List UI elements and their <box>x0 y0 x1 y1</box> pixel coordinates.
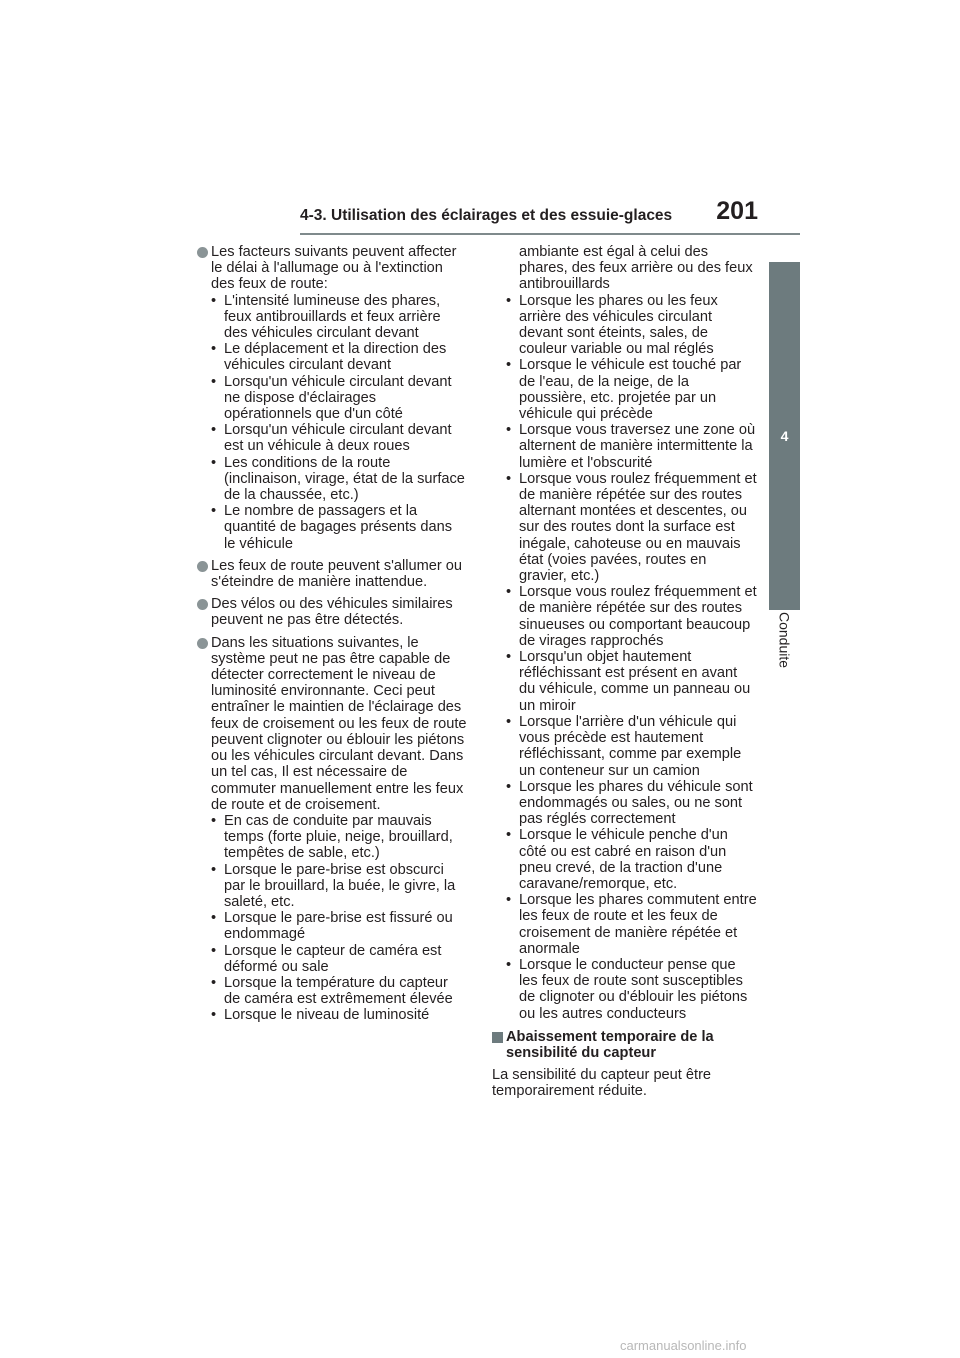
list-item: • Le déplacement et la direction des véhicules circulant devant <box>211 341 447 374</box>
list-item: • Lorsqu'un véhicule circulant devant ne dispose d'éclairages opérationnels que d'un côté <box>211 373 452 423</box>
right-column <box>492 244 757 1100</box>
paragraph-text: Des vélos ou des véhicules similaires peuvent ne pas être détectés. <box>211 596 453 629</box>
list-item: • Lorsque les phares ou les feux arrière des véhicules circulant devant sont éteints, sales, de couleur variable ou mal réglés <box>506 292 718 358</box>
chapter-label-text: Conduite <box>776 612 793 669</box>
page-number: 201 <box>716 197 758 225</box>
bullet-list <box>197 813 467 1024</box>
chapter-number: 4 <box>780 428 789 444</box>
list-item: • Lorsque vous roulez fréquemment et de manière répétée sur des routes alternant montées et descentes, ou sur des routes dont la surface est inégale, cahoteuse ou en mauvais état (voies pavées, routes en gravier, etc.) <box>506 470 757 585</box>
circle-bullet-icon <box>197 561 208 572</box>
circle-bullet-icon <box>197 638 208 649</box>
list-item: • Lorsque le niveau de luminosité <box>211 1007 430 1024</box>
list-item: • Lorsque les phares commutent entre les feux de route et les feux de croisement de manière répétée et anormale <box>506 892 757 957</box>
watermark: carmanualsonline.info <box>620 1338 747 1353</box>
body-text: La sensibilité du capteur peut être temporairement réduite. <box>492 1067 712 1100</box>
list-item: • Lorsque la température du capteur de caméra est extrêmement élevée <box>211 974 453 1008</box>
list-item: • Lorsque le capteur de caméra est déformé ou sale <box>211 942 442 975</box>
list-item: • Lorsque vous roulez fréquemment et de manière répétée sur des routes sinueuses ou comportant beaucoup de virages rapprochés <box>506 584 757 649</box>
subheading <box>492 1029 757 1061</box>
list-item: • Le nombre de passagers et la quantité de bagages présents dans le véhicule <box>211 503 452 552</box>
list-item: • Lorsque le conducteur pense que les feux de route sont susceptibles de clignoter ou d'éblouir les piétons ou les autres conducteurs <box>506 956 748 1022</box>
list-item: • L'intensité lumineuse des phares, feux antibrouillards et feux arrière des véhicules circulant devant <box>211 292 441 342</box>
list-item: • En cas de conduite par mauvais temps (forte pluie, neige, brouillard, tempêtes de sable, etc.) <box>211 812 453 862</box>
paragraph-text: Dans les situations suivantes, le système peut ne pas être capable de détecter correctement le niveau de luminosité environnante. Ceci peut entraîner le maintien de l'éclairage des feux de croisement ou les feux de route peuvent clignoter ou éblouir les piétons ou les véhicules circulant devant. Dans un tel cas, Il est nécessaire de commuter manuellement entre les feux de route et de croisement. <box>211 634 467 813</box>
bullet-list <box>197 293 467 552</box>
list-item: • Lorsqu'un véhicule circulant devant est un véhicule à deux roues <box>211 422 452 455</box>
subheading-text: Abaissement temporaire de la sensibilité du capteur <box>506 1028 714 1061</box>
list-item: • Lorsque vous traversez une zone où alternent de manière intermittente la lumière et l'obscurité <box>506 422 756 471</box>
left-column <box>197 244 467 1024</box>
page-header <box>300 197 800 235</box>
list-item: • Lorsque le pare-brise est fissuré ou endommagé <box>211 910 453 943</box>
paragraph-1 <box>197 244 467 293</box>
bullet-list <box>492 293 757 1022</box>
list-item: • Lorsque les phares du véhicule sont endommagés ou sales, ou ne sont pas réglés correctement <box>506 778 753 828</box>
continued-text: ambiante est égal à celui des phares, des feux arrière ou des feux antibrouillards <box>519 244 753 293</box>
paragraph-3 <box>197 596 467 628</box>
circle-bullet-icon <box>197 247 208 258</box>
list-item: • Lorsqu'un objet hautement réfléchissant est présent en avant du véhicule, comme un panneau ou un miroir <box>506 649 751 714</box>
paragraph-text: Les facteurs suivants peuvent affecter le délai à l'allumage ou à l'extinction des feux de route: <box>211 244 457 293</box>
chapter-tab <box>769 262 800 610</box>
paragraph-4 <box>197 635 467 813</box>
square-bullet-icon <box>492 1032 503 1043</box>
list-item: • Lorsque le pare-brise est obscurci par le brouillard, la buée, le givre, la saleté, etc. <box>211 861 456 910</box>
section-title: 4-3. Utilisation des éclairages et des essuie-glaces <box>300 207 673 224</box>
list-item: • Lorsque l'arrière d'un véhicule qui vous précède est hautement réfléchissant, comme par exemple un conteneur sur un camion <box>506 713 742 779</box>
list-item: • Lorsque le véhicule est touché par de l'eau, de la neige, de la poussière, etc. projetée par un véhicule qui précède <box>506 357 742 423</box>
chapter-label <box>769 612 800 692</box>
list-item: • Les conditions de la route (inclinaison, virage, état de la surface de la chaussée, etc.) <box>211 454 465 504</box>
circle-bullet-icon <box>197 599 208 610</box>
list-item: • Lorsque le véhicule penche d'un côté ou est cabré en raison d'un pneu crevé, de la traction d'une caravane/remorque, etc. <box>506 827 728 892</box>
paragraph-text: Les feux de route peuvent s'allumer ou s'éteindre de manière inattendue. <box>211 557 463 591</box>
paragraph-2 <box>197 558 467 590</box>
